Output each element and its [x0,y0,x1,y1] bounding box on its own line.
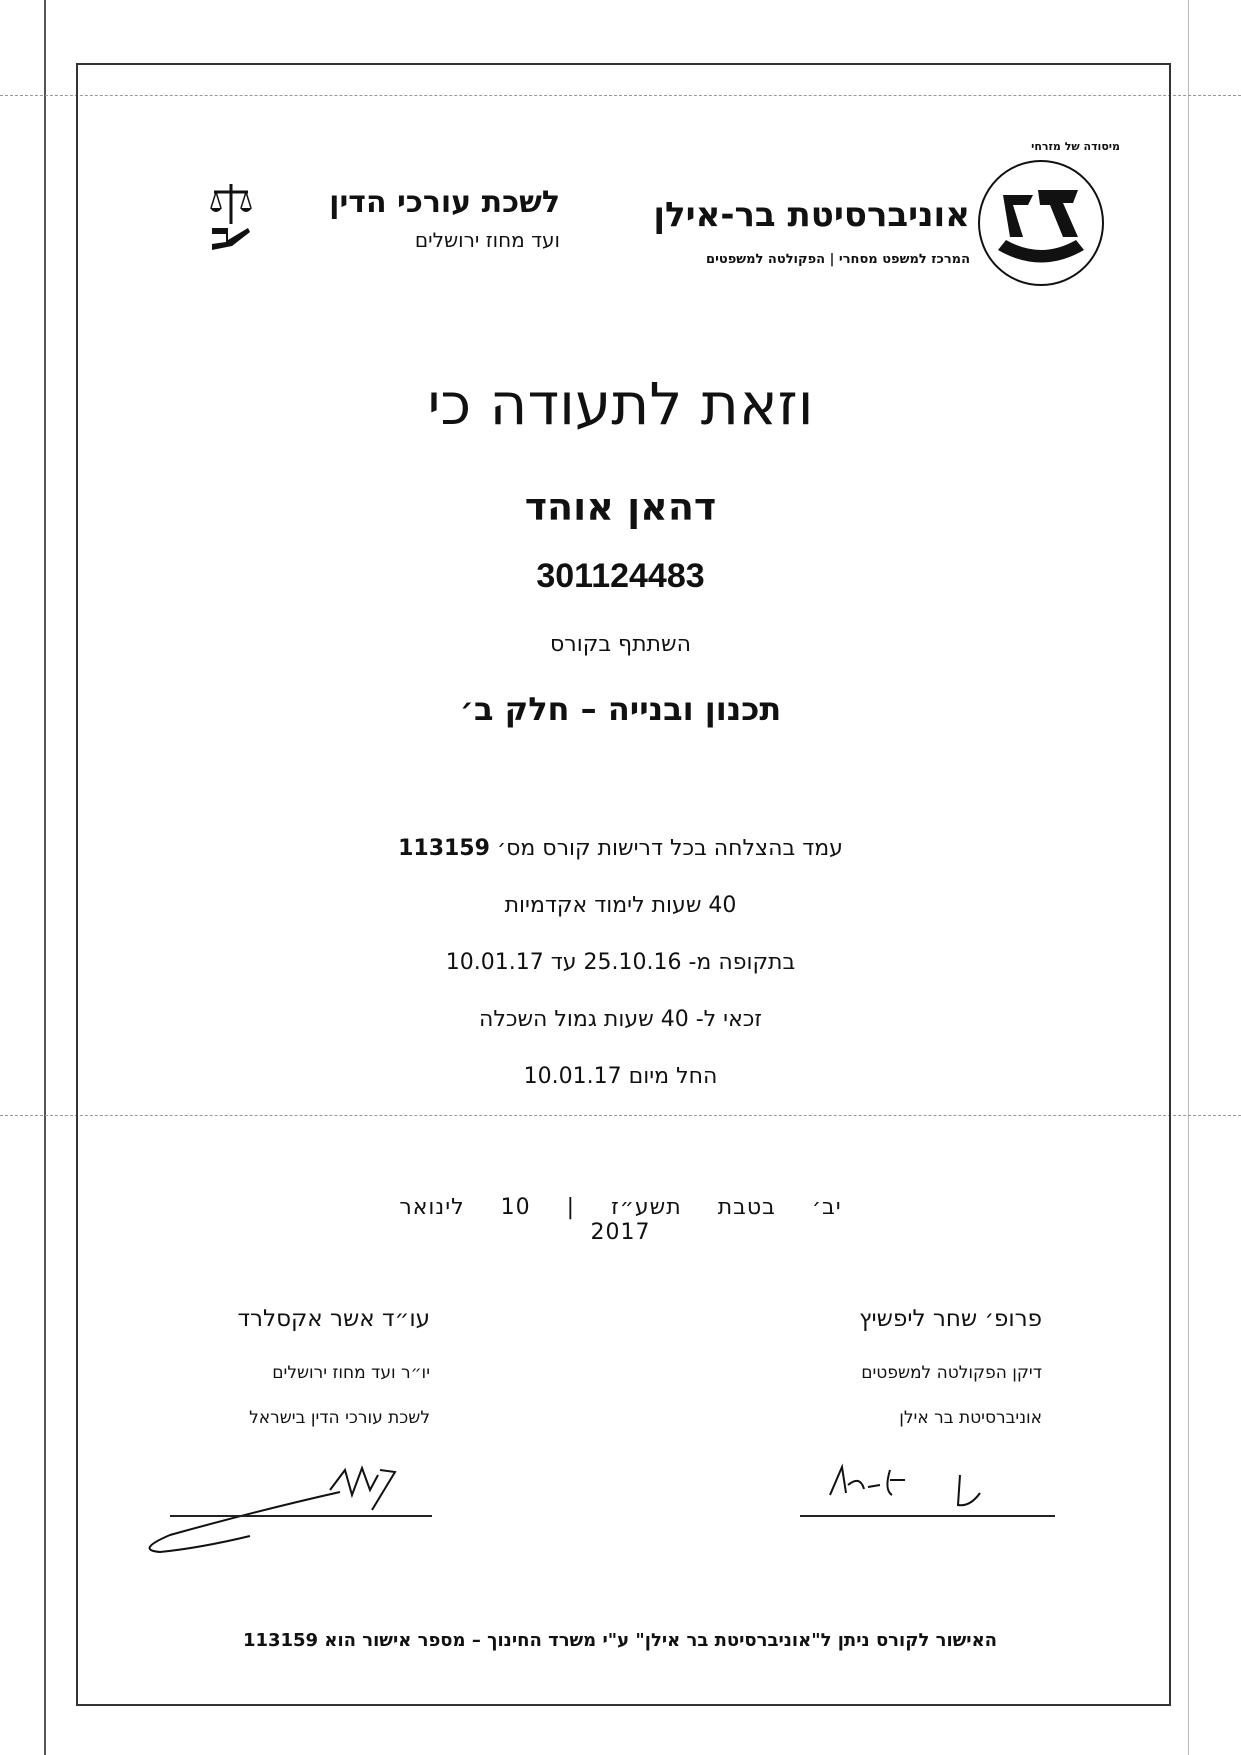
date-separator: | [566,1195,576,1220]
left-signatory-title: יו״ר ועד מחוז ירושלים [272,1363,430,1383]
hebrew-day: יב׳ [811,1195,842,1220]
hebrew-year: תשע״ז [611,1195,682,1220]
gregorian-month: לינואר [399,1195,465,1220]
footer-approval-note: האישור לקורס ניתן ל"אוניברסיטת בר אילן" ע"י משרד החינוך – מספר אישור הוא 113159 [242,1630,998,1651]
course-number: 113159 [398,836,490,861]
id-number: 301124483 [536,557,705,595]
left-signature-line [170,1515,432,1517]
academic-hours-line: 40 שעות לימוד אקדמיות [504,893,737,918]
gregorian-year: 2017 [590,1220,651,1245]
hebrew-month: בטבת [717,1195,776,1220]
issue-date-row [350,1195,891,1245]
scan-edge-line-right [1188,0,1189,1755]
requirements-text: עמד בהצלחה בכל דרישות קורס מס׳ [496,836,843,861]
bar-ilan-seal-icon [968,145,1114,295]
right-signature-line [800,1515,1055,1517]
bar-association-name: לשכת עורכי הדין [329,185,560,220]
right-signatory-title: דיקן הפקולטה למשפטים [861,1363,1042,1383]
bar-association-subtitle: ועד מחוז ירושלים [414,228,560,252]
certificate-title: וזאת לתעודה כי [427,370,814,438]
participated-label: השתתף בקורס [550,632,691,657]
requirements-line [300,836,941,861]
left-signatory-name: עו״ד אשר אקסלרד [237,1306,430,1332]
right-signatory-name: פרופ׳ שחר ליפשיץ [859,1306,1042,1332]
left-signature [140,1440,440,1570]
right-signatory-institution: אוניברסיטת בר אילן [899,1408,1042,1428]
course-name: תכנון ובנייה – חלק ב׳ [459,690,782,728]
left-signatory-institution: לשכת עורכי הדין בישראל [249,1408,430,1428]
gregorian-day: 10 [500,1195,531,1220]
period-line: בתקופה מ- 25.10.16 עד 10.01.17 [445,950,796,975]
recipient-name: דהאן אוהד [524,485,717,529]
scan-edge-line [44,0,46,1755]
seal-text: מיסודה של מזרחי [1031,140,1120,153]
right-signature [820,1445,1030,1525]
effective-date-line: החל מיום 10.01.17 [523,1064,718,1089]
credit-hours-line: זכאי ל- 40 שעות גמול השכלה [478,1007,763,1032]
university-name: אוניברסיטת בר-אילן [653,195,970,235]
scales-of-justice-icon [208,180,254,258]
university-subtitle: המרכז למשפט מסחרי | הפקולטה למשפטים [706,252,970,267]
